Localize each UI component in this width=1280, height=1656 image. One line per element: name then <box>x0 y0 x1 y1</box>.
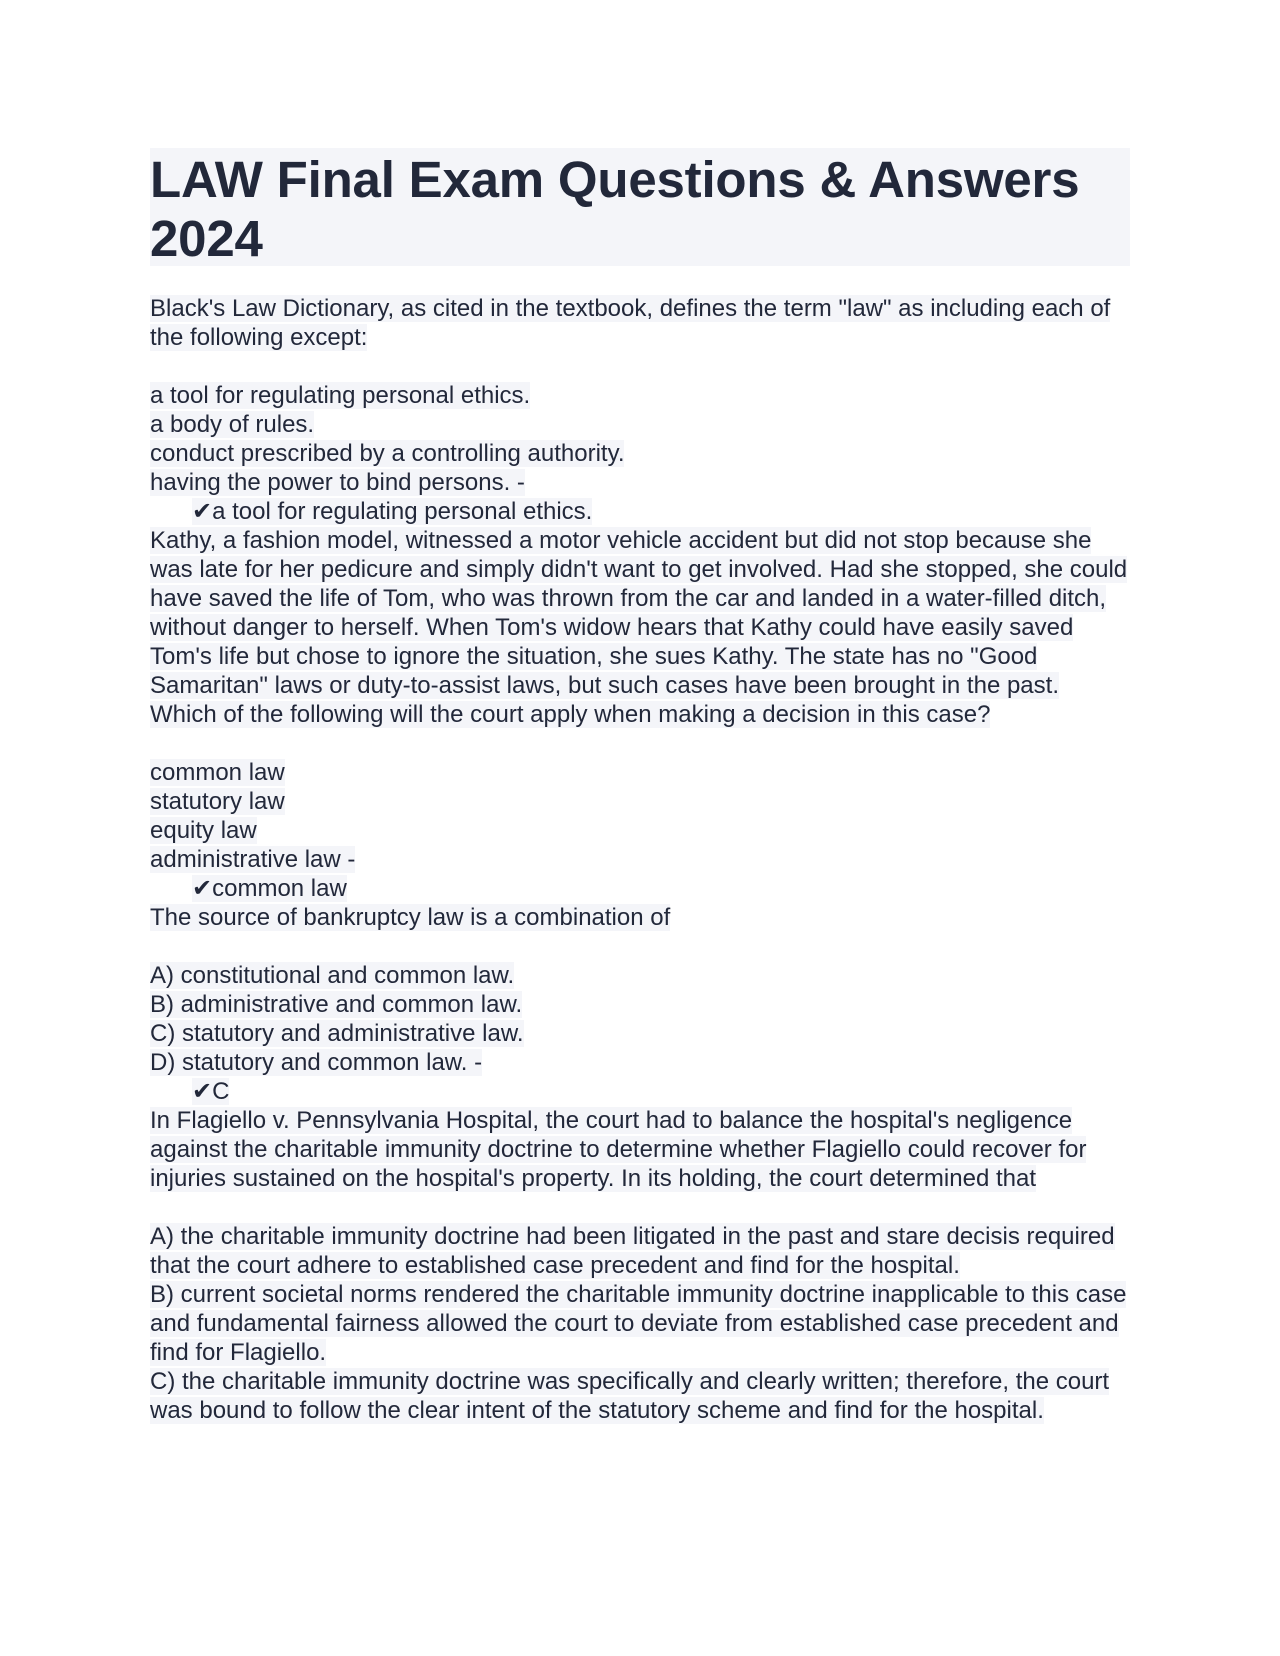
question-3 <box>150 903 1130 932</box>
answer-3 <box>150 1077 1130 1106</box>
document-page <box>150 148 1130 1425</box>
option: administrative law - <box>150 846 356 873</box>
option: having the power to bind persons. - <box>150 469 525 496</box>
question-4 <box>150 1106 1130 1193</box>
question-text: Kathy, a fashion model, witnessed a motor vehicle accident but did not stop because she was late for her pedicure and simply didn't want to get involved. Had she stopped, she could have saved the life of Tom, who was thrown from the car and landed in a water-filled ditch, without danger to herself. When Tom's widow hears that Kathy could have easily saved Tom's life but chose to ignore the situation, she sues Kathy. The state has no "Good Samaritan" laws or duty-to-assist laws, but such cases have been brought in the past. Which of the following will the court apply when making a decision in this case? <box>150 527 1128 728</box>
option: common law <box>150 759 285 786</box>
question-text: Black's Law Dictionary, as cited in the textbook, defines the term "law" as including each of the following except: <box>150 295 1111 351</box>
answer-text: common law <box>212 875 347 902</box>
page-title: LAW Final Exam Questions & Answers 2024 <box>150 148 1130 266</box>
answer-text: a tool for regulating personal ethics. <box>212 498 593 525</box>
option: B) current societal norms rendered the charitable immunity doctrine inapplicable to this case and fundamental fairness allowed the court to deviate from established case precedent and find for Flagiello. <box>150 1281 1127 1366</box>
question-text: The source of bankruptcy law is a combination of <box>150 904 671 931</box>
option: D) statutory and common law. - <box>150 1049 483 1076</box>
question-text: In Flagiello v. Pennsylvania Hospital, the court had to balance the hospital's negligence against the charitable immunity doctrine to determine whether Flagiello could recover for injuries sustained on the hospital's property. In its holding, the court determined that <box>150 1107 1087 1192</box>
question-1 <box>150 294 1130 352</box>
option: conduct prescribed by a controlling authority. <box>150 440 625 467</box>
option: A) constitutional and common law. <box>150 962 515 989</box>
checkmark-icon: ✔ <box>192 875 213 902</box>
option: a tool for regulating personal ethics. <box>150 382 531 409</box>
option: A) the charitable immunity doctrine had been litigated in the past and stare decisis required that the court adhere to established case precedent and find for the hospital. <box>150 1223 1115 1279</box>
answer-text: C <box>212 1078 230 1105</box>
option: a body of rules. <box>150 411 315 438</box>
option: equity law <box>150 817 257 844</box>
answer-2 <box>150 874 1130 903</box>
answer-1 <box>150 497 1130 526</box>
checkmark-icon: ✔ <box>192 1078 213 1105</box>
option: C) statutory and administrative law. <box>150 1020 524 1047</box>
document-body <box>150 294 1130 1425</box>
option: B) administrative and common law. <box>150 991 523 1018</box>
option: C) the charitable immunity doctrine was specifically and clearly written; therefore, the court was bound to follow the clear intent of the statutory scheme and find for the hospital. <box>150 1368 1110 1424</box>
question-2 <box>150 526 1130 729</box>
checkmark-icon: ✔ <box>192 498 213 525</box>
option: statutory law <box>150 788 285 815</box>
